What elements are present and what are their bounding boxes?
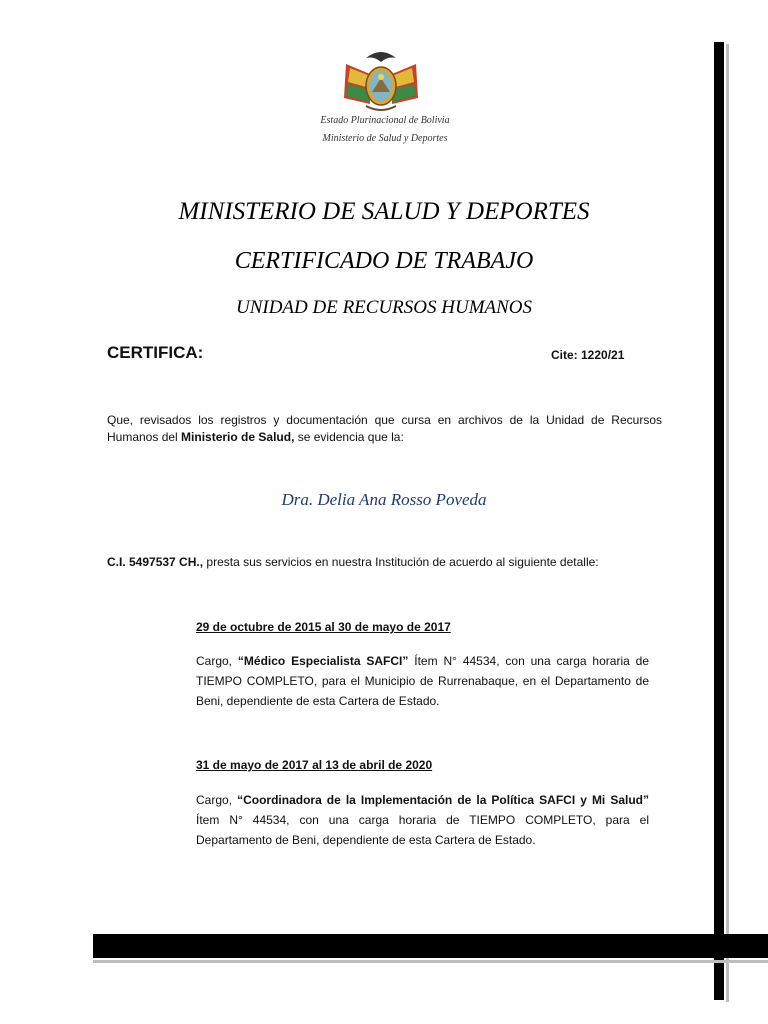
intro-paragraph xyxy=(107,412,662,446)
title-ministry: MINISTERIO DE SALUD Y DEPORTES xyxy=(178,198,590,225)
intro-ministry: Ministerio de Salud, xyxy=(181,430,295,444)
frame-bar-horizontal xyxy=(93,934,768,958)
coat-of-arms-icon xyxy=(336,44,426,116)
record-detail xyxy=(196,651,649,711)
record-detail xyxy=(196,790,649,850)
record-cargo-prefix: Cargo, xyxy=(196,654,238,668)
frame-bar-shadow-horizontal xyxy=(93,960,768,963)
frame-bar-vertical xyxy=(714,42,724,1000)
ci-number: C.I. 5497537 CH., xyxy=(107,555,204,569)
crest-caption-line-1: Estado Plurinacional de Bolivia xyxy=(320,115,450,126)
title-unit: UNIDAD DE RECURSOS HUMANOS xyxy=(235,297,533,318)
record-cargo-title: “Médico Especialista SAFCI” xyxy=(237,654,409,668)
frame-bar-shadow-vertical xyxy=(726,44,729,1002)
ci-text: presta sus servicios en nuestra Institución de acuerdo al siguiente detalle: xyxy=(203,555,599,569)
record-cargo-text: Ítem N° 44534, con una carga horaria de TIEMPO COMPLETO, para el Departamento de Beni, dependiente de esta Cartera de Estado. xyxy=(196,813,649,847)
record-cargo-title: “Coordinadora de la Implementación de la Política SAFCI y Mi Salud” xyxy=(237,793,649,807)
record-period: 31 de mayo de 2017 al 13 de abril de 2020 xyxy=(196,758,433,772)
intro-text-after: se evidencia que la: xyxy=(294,430,404,444)
record-cargo-text: Ítem N° 44534, con una carga horaria de TIEMPO COMPLETO, para el Municipio de Rurrenabaque, en el Departamento de Beni, dependiente de esta Cartera de Estado. xyxy=(196,654,650,708)
record-cargo-prefix: Cargo, xyxy=(196,793,238,807)
person-name: Dra. Delia Ana Rosso Poveda xyxy=(281,490,487,509)
ci-paragraph xyxy=(107,554,662,571)
crest-caption-line-2: Ministerio de Salud y Deportes xyxy=(322,133,448,144)
title-certificate: CERTIFICADO DE TRABAJO xyxy=(234,248,534,274)
cite-number: Cite: 1220/21 xyxy=(551,348,625,362)
intro-text-before: Que, revisados los registros y documentación que cursa en archivos de la Unidad de Recursos Humanos del xyxy=(107,413,662,444)
certifica-label: CERTIFICA: xyxy=(107,343,204,362)
record-period: 29 de octubre de 2015 al 30 de mayo de 2017 xyxy=(196,620,451,634)
